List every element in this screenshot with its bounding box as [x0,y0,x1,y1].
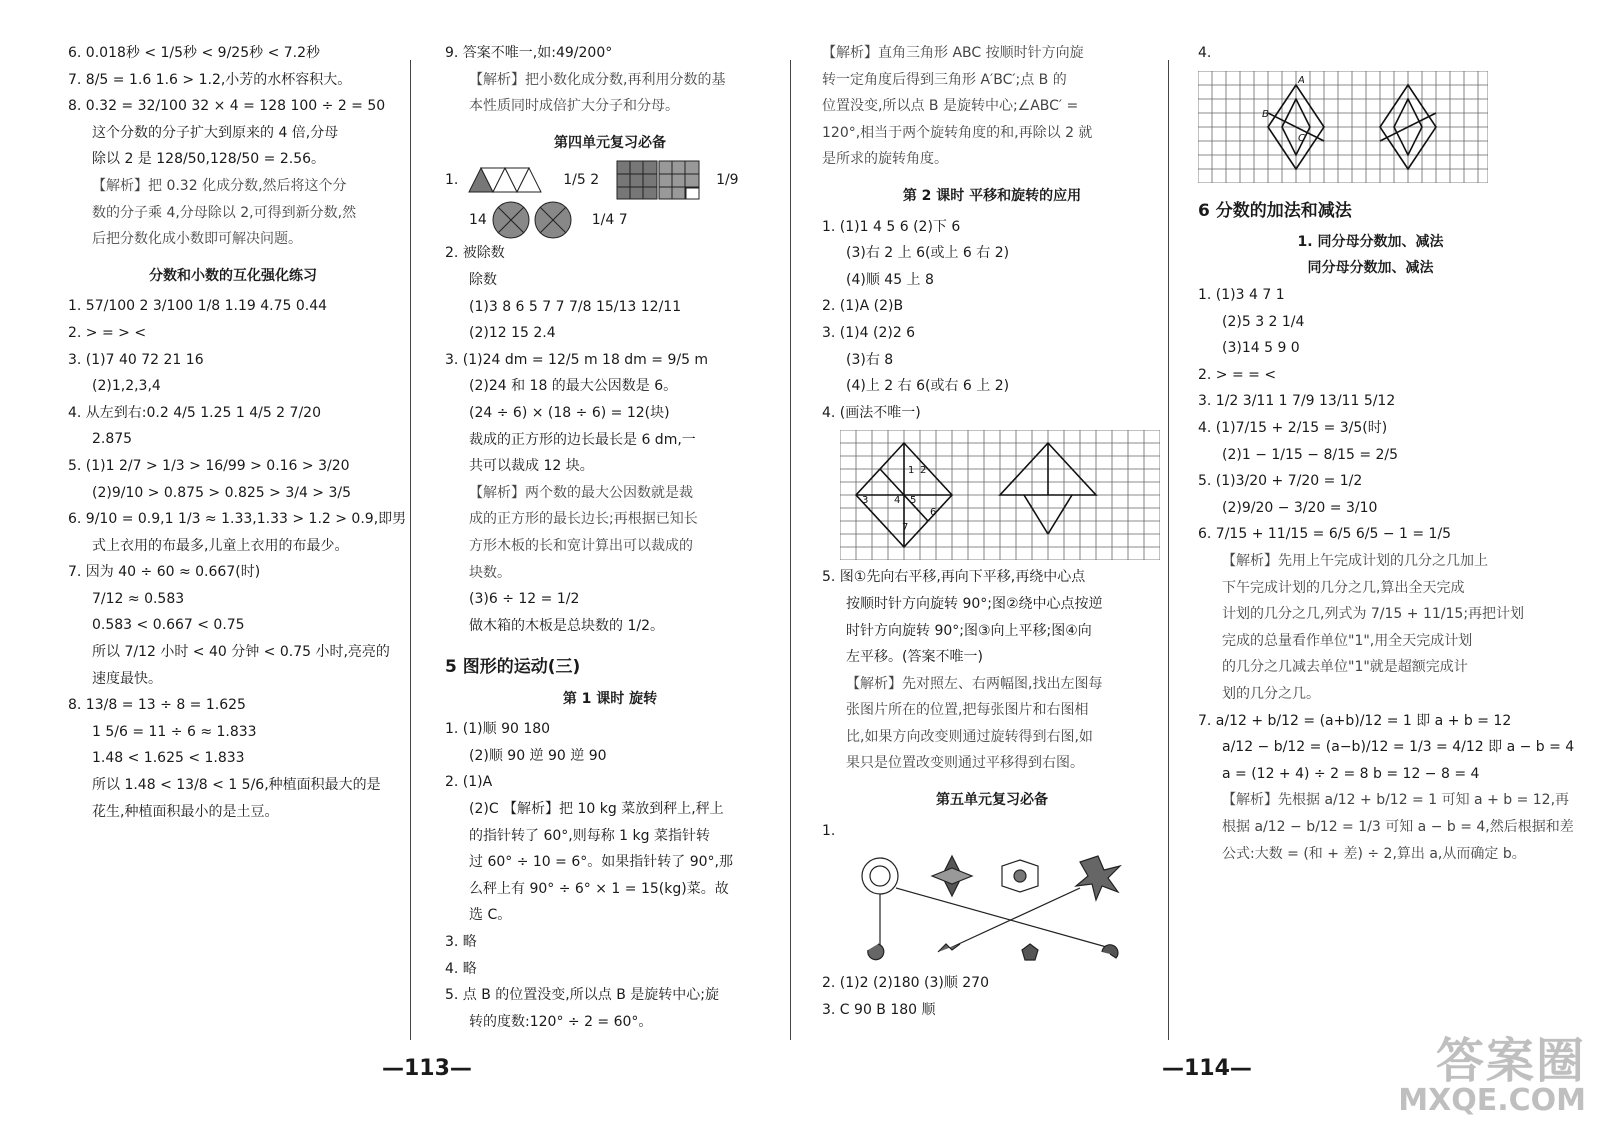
answer-line: 3. C 90 B 180 顺 [822,1001,936,1018]
column-divider [790,60,791,1040]
answer-line: (4)顺 45 上 8 [846,271,934,288]
section-heading: 第四单元复习必备 [554,134,666,151]
pattern-matching-figure [840,848,1140,966]
svg-text:B: B [1262,108,1269,120]
fraction-figures-row: 1. 1/5 2 1/9 [445,160,775,200]
svg-text:6: 6 [930,507,937,519]
answer-line: 2.875 [92,431,133,448]
analysis-line: 张图片所在的位置,把每张图片和右图相 [846,702,1089,719]
answer-line: (2)5 3 2 1/4 [1222,313,1305,330]
answer-line: (2)C 【解析】把 10 kg 菜放到秤上,秤上 [469,800,724,817]
analysis-line: 完成的总量看作单位"1",用全天完成计划 [1222,632,1473,649]
analysis-line: 本性质同时成倍扩大分子和分母。 [469,98,679,115]
analysis-line: 位置没变,所以点 B 是旋转中心;∠ABC′ = [822,98,1079,115]
analysis-line: 是所求的旋转角度。 [822,151,948,168]
analysis-line: 方形木板的长和宽计算出可以裁成的 [469,537,693,554]
answer-line: 式上衣用的布最多,儿童上衣用的布最少。 [92,537,349,554]
answer-line: 2. (1)2 (2)180 (3)顺 270 [822,975,990,992]
answer-line: 3. (1)4 (2)2 6 [822,324,916,341]
answer-line: 3. (1)7 40 72 21 16 [68,351,204,368]
chapter-heading: 6 分数的加法和减法 [1198,200,1352,221]
analysis-line: 【解析】先用上午完成计划的几分之几加上 [1222,553,1488,570]
answer-line: 6. 0.018秒 < 1/5秒 < 9/25秒 < 7.2秒 [68,45,321,61]
answer-line: (2)1,2,3,4 [92,378,161,395]
analysis-line: 计划的几分之几,列式为 7/15 + 11/15;再把计划 [1222,606,1525,623]
answer-line: 按顺时针方向旋转 90°;图②绕中心点按逆 [846,595,1103,612]
analysis-line: 数的分子乘 4,分母除以 2,可得到新分数,然 [92,204,357,221]
answer-line: 1.48 < 1.625 < 1.833 [92,750,245,767]
circles-figure [491,200,575,240]
answer-line: (3)右 2 上 6(或上 6 右 2) [846,245,1010,262]
answer-line: 1. 57/100 2 3/100 1/8 1.19 4.75 0.44 [68,298,328,315]
section-heading: 分数和小数的互化强化练习 [149,267,317,284]
svg-text:5: 5 [910,495,917,507]
answer-line: 过 60° ÷ 10 = 6°。如果指针转了 90°,那 [469,854,733,871]
answer-line: 2. > = > < [68,324,147,341]
circles-figure-row: 14 1/4 7 [445,200,775,240]
answer-line: 0.583 < 0.667 < 0.75 [92,617,245,634]
grid-squares-figure [616,160,700,200]
answer-line: 除数 [469,271,497,288]
analysis-line: 的几分之几减去单位"1"就是超额完成计 [1222,659,1468,676]
answer-line: 7. 8/5 = 1.6 1.6 > 1.2,小芳的水杯容积大。 [68,71,352,88]
analysis-line: 根据 a/12 − b/12 = 1/3 可知 a − b = 4,然后根据和差 [1222,818,1574,835]
column-3 [822,40,1162,1023]
answer-line: (3)14 5 9 0 [1222,340,1300,357]
answer-line: 8. 0.32 = 32/100 32 × 4 = 128 100 ÷ 2 = 50 [68,98,386,115]
answer-line: 转的度数:120° ÷ 2 = 60°。 [469,1013,653,1030]
svg-text:C: C [1298,132,1305,144]
answer-line: 1. (1)1 4 5 6 (2)下 6 [822,218,961,235]
answer-line: 5. (1)1 2/7 > 1/3 > 16/99 > 0.16 > 3/20 [68,457,350,474]
svg-text:3: 3 [862,495,869,507]
answer-line: (2)顺 90 逆 90 逆 90 [469,747,607,764]
page-number-right: —114— [1162,1056,1252,1081]
analysis-line: 转一定角度后得到三角形 A′BC′;点 B 的 [822,71,1067,88]
answer-line: 2. 被除数 [445,245,505,262]
svg-text:2: 2 [920,465,927,477]
answer-line: (1)3 8 6 5 7 7 7/8 15/13 12/11 [469,298,682,315]
answer-line: (4)上 2 右 6(或右 6 上 2) [846,378,1010,395]
answer-line: 8. 13/8 = 13 ÷ 8 = 1.625 [68,697,246,714]
answer-line: 7. 因为 40 ÷ 60 ≈ 0.667(时) [68,564,261,581]
answer-line: 7/12 ≈ 0.583 [92,590,185,607]
analysis-line: 【解析】把小数化成分数,再利用分数的基 [469,71,726,88]
answer-line: 除以 2 是 128/50,128/50 = 2.56。 [92,151,326,168]
svg-text:7: 7 [902,522,909,534]
answer-line: 所以 7/12 小时 < 40 分钟 < 0.75 小时,亮亮的 [92,644,390,661]
answer-line: 4. 从左到右:0.2 4/5 1.25 1 4/5 2 7/20 [68,404,321,421]
answer-line: 6. 9/10 = 0.9,1 1/3 ≈ 1.33,1.33 > 1.2 > 0.9,即男 [68,511,407,528]
answer-line: (2)12 15 2.4 [469,325,556,342]
answer-line: 选 C。 [469,907,512,924]
answer-line: (2)9/10 > 0.875 > 0.825 > 3/4 > 3/5 [92,484,352,501]
answer-line: 做木箱的木板是总块数的 1/2。 [469,617,664,634]
tangram-grid-figure [840,430,1160,560]
answer-line: 2. (1)A [445,774,493,791]
analysis-line: 果只是位置改变则通过平移得到右图。 [846,755,1084,772]
lesson-heading: 同分母分数加、减法 [1307,260,1434,277]
answer-line: 么秤上有 90° ÷ 6° × 1 = 15(kg)菜。故 [469,880,729,897]
answer-line: 时针方向旋转 90°;图③向上平移;图④向 [846,622,1092,639]
answer-line: 1. (1)3 4 7 1 [1198,287,1285,304]
analysis-line: 【解析】两个数的最大公因数就是裁 [469,484,693,501]
analysis-line: 【解析】把 0.32 化成分数,然后将这个分 [92,177,347,194]
answer-line: 7. a/12 + b/12 = (a+b)/12 = 1 即 a + b = 12 [1198,712,1512,729]
answer-line: (24 ÷ 6) × (18 ÷ 6) = 12(块) [469,404,670,421]
answer-line: 共可以裁成 12 块。 [469,458,594,475]
answer-line: 5. 图①先向右平移,再向下平移,再绕中心点 [822,569,1086,586]
answer-line: 3. (1)24 dm = 12/5 m 18 dm = 9/5 m [445,351,709,368]
answer-line: a/12 − b/12 = (a−b)/12 = 1/3 = 4/12 即 a − b = 4 [1222,739,1575,756]
answer-line: 1. [822,822,836,839]
watermark [1398,1022,1586,1118]
answer-line: 5. (1)3/20 + 7/20 = 1/2 [1198,473,1363,490]
section-heading: 1. 同分母分数加、减法 [1297,233,1444,250]
column-2 [445,40,775,1035]
answer-line: 4. (画法不唯一) [822,404,921,421]
analysis-line: 比,如果方向改变则通过旋转得到右图,如 [846,728,1093,745]
answer-line: 2. > = = < [1198,366,1277,383]
analysis-line: 块数。 [469,564,511,581]
answer-line: a = (12 + 4) ÷ 2 = 8 b = 12 − 8 = 4 [1222,765,1480,782]
triangles-figure [467,166,547,194]
answer-line: 5. 点 B 的位置没变,所以点 B 是旋转中心;旋 [445,987,719,1004]
section-heading: 第五单元复习必备 [936,792,1048,809]
watermark-logo-text: 答案圈 [1435,1033,1586,1089]
answer-line: (3)右 8 [846,351,894,368]
answer-line: 6. 7/15 + 11/15 = 6/5 6/5 − 1 = 1/5 [1198,526,1452,543]
svg-text:1: 1 [908,465,915,477]
svg-text:A: A [1298,74,1305,86]
answer-line: 3. 1/2 3/11 1 7/9 13/11 5/12 [1198,393,1396,410]
answer-line: 所以 1.48 < 13/8 < 1 5/6,种植面积最大的是 [92,777,381,794]
page-number-left: —113— [382,1056,472,1081]
analysis-line: 后把分数化成小数即可解决问题。 [92,231,302,248]
answer-line: 1. (1)顺 90 180 [445,721,551,738]
analysis-line: 划的几分之几。 [1222,685,1320,702]
lesson-heading: 第 2 课时 平移和旋转的应用 [902,187,1082,204]
answer-line: 速度最快。 [92,670,162,687]
svg-text:4: 4 [894,495,901,507]
answer-line: 4. 略 [445,960,477,977]
answer-line: 4. [1198,45,1212,61]
analysis-line: 成的正方形的最长边长;再根据已知长 [469,511,698,528]
analysis-line: 【解析】先对照左、右两幅图,找出左图每 [846,675,1103,692]
answer-line: (3)6 ÷ 12 = 1/2 [469,591,580,608]
answer-line: (2)24 和 18 的最大公因数是 6。 [469,378,678,395]
answer-line: 裁成的正方形的边长最长是 6 dm,一 [469,431,696,448]
column-1 [68,40,407,825]
rotation-grid-figure [1198,71,1488,183]
watermark-url: MXQE.COM [1398,1083,1586,1118]
analysis-line: 公式:大数 = (和 + 差) ÷ 2,算出 a,从而确定 b。 [1222,845,1526,862]
answer-line: 这个分数的分子扩大到原来的 4 倍,分母 [92,124,339,141]
lesson-heading: 第 1 课时 旋转 [562,690,658,707]
column-4 [1198,40,1575,867]
chapter-heading: 5 图形的运动(三) [445,657,581,678]
answer-line: (2)9/20 − 3/20 = 3/10 [1222,499,1378,516]
analysis-line: 120°,相当于两个旋转角度的和,再除以 2 就 [822,124,1093,141]
analysis-line: 下午完成计划的几分之几,算出全天完成 [1222,579,1465,596]
answer-line: 9. 答案不唯一,如:49/200° [445,45,613,61]
answer-line: 2. (1)A (2)B [822,298,904,315]
answer-line: (2)1 − 1/15 − 8/15 = 2/5 [1222,446,1399,463]
analysis-line: 【解析】直角三角形 ABC 按顺时针方向旋 [822,45,1084,61]
answer-line: 1 5/6 = 11 ÷ 6 ≈ 1.833 [92,723,257,740]
column-divider [1168,60,1169,1040]
column-divider [410,60,411,1040]
answer-line: 4. (1)7/15 + 2/15 = 3/5(时) [1198,420,1388,437]
answer-line: 花生,种植面积最小的是土豆。 [92,803,279,820]
answer-line: 3. 略 [445,933,477,950]
answer-line: 左平移。(答案不唯一) [846,649,983,666]
answer-line: 的指针转了 60°,则每称 1 kg 菜指针转 [469,827,710,844]
analysis-line: 【解析】先根据 a/12 + b/12 = 1 可知 a + b = 12,再 [1222,792,1570,809]
